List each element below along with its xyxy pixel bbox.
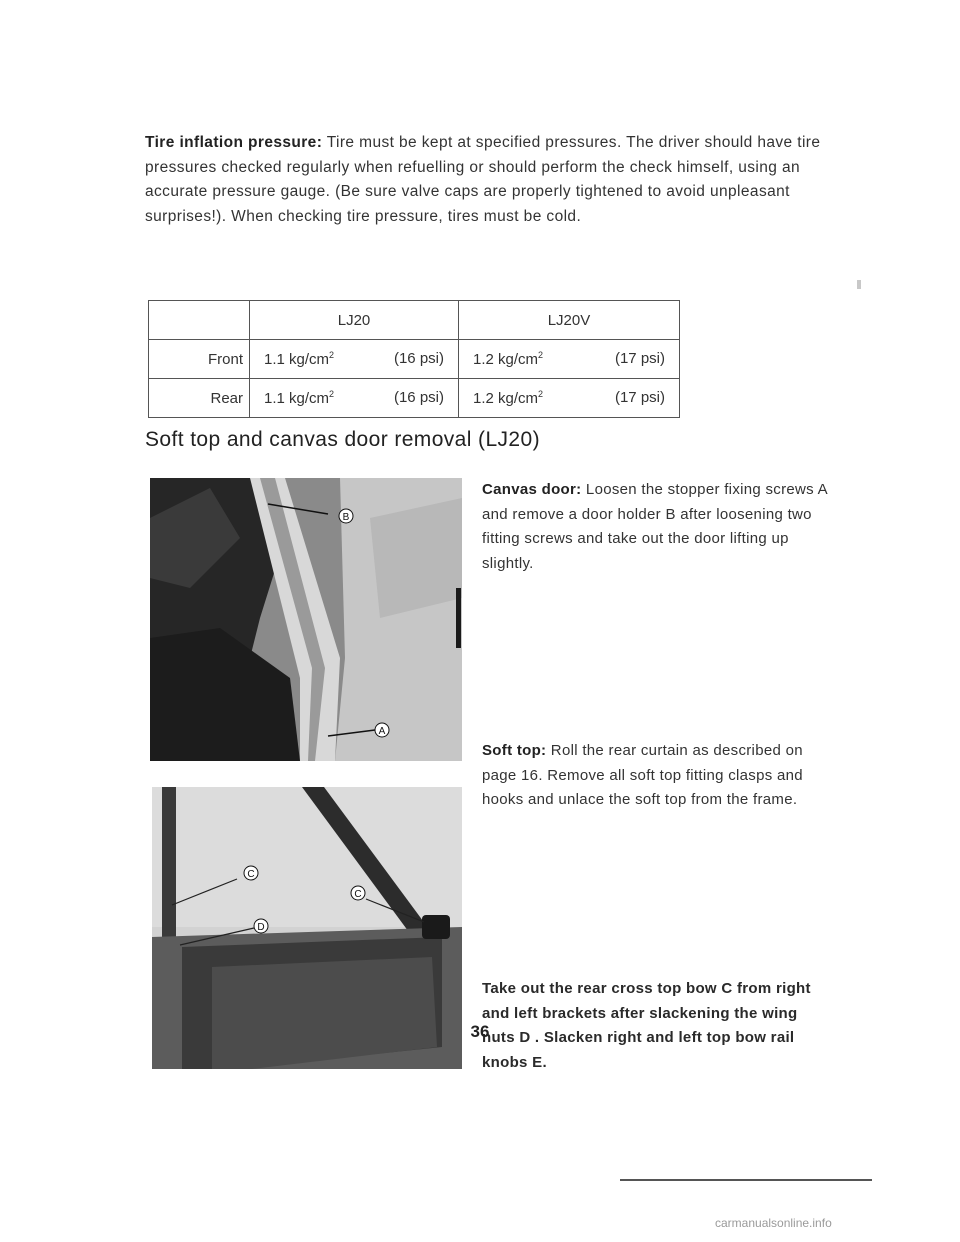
rear-lj20v-kg: 1.2 $kg/cm^2$ [473, 389, 544, 407]
section-title: Soft top and canvas door removal (LJ20) [145, 428, 540, 451]
callout-c-left [244, 866, 258, 880]
rear-lj20-psi: (16 psi) [393, 389, 444, 406]
table-header-lj20v: LJ20V [459, 301, 680, 340]
cell-front-lj20v [459, 340, 680, 379]
rear-lj20-kg: 1.1 $kg/cm^2$ [264, 389, 335, 407]
front-lj20-kg: 1.1 $kg/cm^2$ [264, 350, 335, 368]
callout-a [375, 723, 389, 737]
tire-inflation-body: Tire must be kept at specified pressures. The driver should have tire pressures checked regularly when refuelling or should perform the check himself, using an accurate pressure gauge. (Be sure valve caps are properly tightened to avoid unpleasant surprises!). When checking tire pressure, tires must be cold. [145, 134, 821, 225]
callout-d [254, 919, 268, 933]
cell-rear-lj20v [459, 379, 680, 418]
canvas-door-body: Loosen the stopper fixing screws A and remove a door holder B after loosening two fitting screws and take out the door lifting up slightly. [482, 481, 828, 572]
svg-text:C: C [247, 869, 255, 880]
front-lj20v-kg: 1.2 $kg/cm^2$ [473, 350, 544, 368]
svg-text:A: A [378, 726, 386, 737]
canvas-door-text [482, 478, 830, 576]
table-row-front [149, 340, 680, 379]
tire-inflation-heading: Tire inflation pressure: [145, 134, 323, 151]
table-row-rear [149, 379, 680, 418]
table-header-lj20: LJ20 [250, 301, 459, 340]
soft-top-text [482, 739, 830, 813]
scan-speck [857, 280, 861, 289]
front-lj20-psi: (16 psi) [393, 350, 444, 367]
callout-c-right [351, 886, 365, 900]
rear-lj20v-psi: (17 psi) [614, 389, 665, 406]
canvas-door-photo [150, 478, 462, 761]
take-out-text: Take out the rear cross top bow C from right and left brackets after slackening the wing nuts D . Slacken right and left top bow rail knobs E. [482, 980, 811, 1071]
table-header-empty [149, 301, 250, 340]
page-number: 36 [470, 1022, 490, 1041]
row-label-front: Front [149, 340, 250, 379]
callout-b [339, 509, 353, 523]
cell-rear-lj20 [250, 379, 459, 418]
soft-top-body: Roll the rear curtain as described on page 16. Remove all soft top fitting clasps and hooks and unlace the soft top from the frame. [482, 742, 803, 808]
footer-rule [620, 1179, 872, 1181]
watermark: carmanualsonline.info [715, 1216, 832, 1230]
front-lj20v-psi: (17 psi) [614, 350, 665, 367]
canvas-door-heading: Canvas door: [482, 481, 582, 498]
table-header-row [149, 301, 680, 340]
svg-text:B: B [342, 512, 350, 523]
svg-text:D: D [257, 922, 265, 933]
tire-inflation-paragraph [145, 131, 825, 229]
row-label-rear: Rear [149, 379, 250, 418]
soft-top-heading: Soft top: [482, 742, 547, 759]
tire-pressure-table [148, 300, 680, 418]
cell-front-lj20 [250, 340, 459, 379]
svg-text:C: C [354, 889, 362, 900]
